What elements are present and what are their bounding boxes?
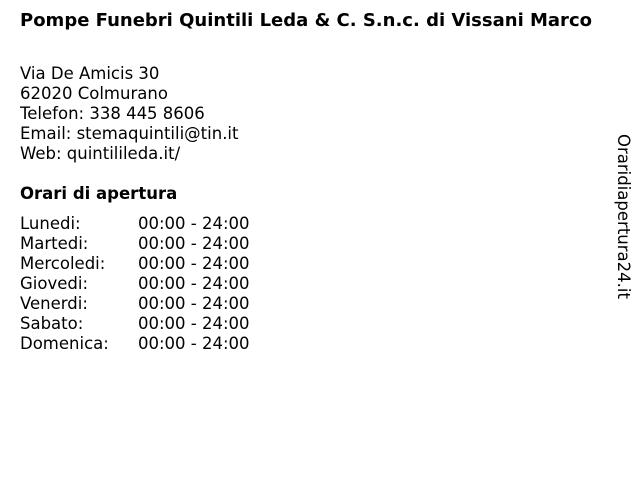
address-street: Via De Amicis 30: [20, 64, 160, 83]
email-line: Email: stemaquintili@tin.it: [20, 124, 239, 143]
hours-row-monday: [20, 214, 278, 234]
hours-heading: Orari di apertura: [20, 184, 178, 203]
hours-row-thursday: [20, 274, 278, 294]
day-label: Venerdi:: [20, 294, 88, 313]
web-line: Web: quintilileda.it/: [20, 144, 181, 163]
hours-row-friday: [20, 294, 278, 314]
hours-row-wednesday: [20, 254, 278, 274]
time-range: 00:00 - 24:00: [138, 274, 250, 293]
contact-block: [20, 64, 239, 164]
hours-table: [20, 214, 278, 354]
time-range: 00:00 - 24:00: [138, 254, 250, 273]
day-label: Domenica:: [20, 334, 109, 353]
day-label: Giovedi:: [20, 274, 88, 293]
day-label: Mercoledi:: [20, 254, 106, 273]
hours-row-sunday: [20, 334, 278, 354]
address-city: 62020 Colmurano: [20, 84, 168, 103]
time-range: 00:00 - 24:00: [138, 294, 250, 313]
time-range: 00:00 - 24:00: [138, 314, 250, 333]
hours-row-tuesday: [20, 234, 278, 254]
hours-row-saturday: [20, 314, 278, 334]
time-range: 00:00 - 24:00: [138, 334, 250, 353]
time-range: 00:00 - 24:00: [138, 234, 250, 253]
site-watermark: Oraridiapertura24.it: [614, 134, 633, 299]
phone-line: Telefon: 338 445 8606: [20, 104, 205, 123]
business-name: Pompe Funebri Quintili Leda & C. S.n.c. di Vissani Marco: [20, 10, 592, 31]
day-label: Martedi:: [20, 234, 89, 253]
time-range: 00:00 - 24:00: [138, 214, 250, 233]
day-label: Lunedi:: [20, 214, 81, 233]
day-label: Sabato:: [20, 314, 84, 333]
